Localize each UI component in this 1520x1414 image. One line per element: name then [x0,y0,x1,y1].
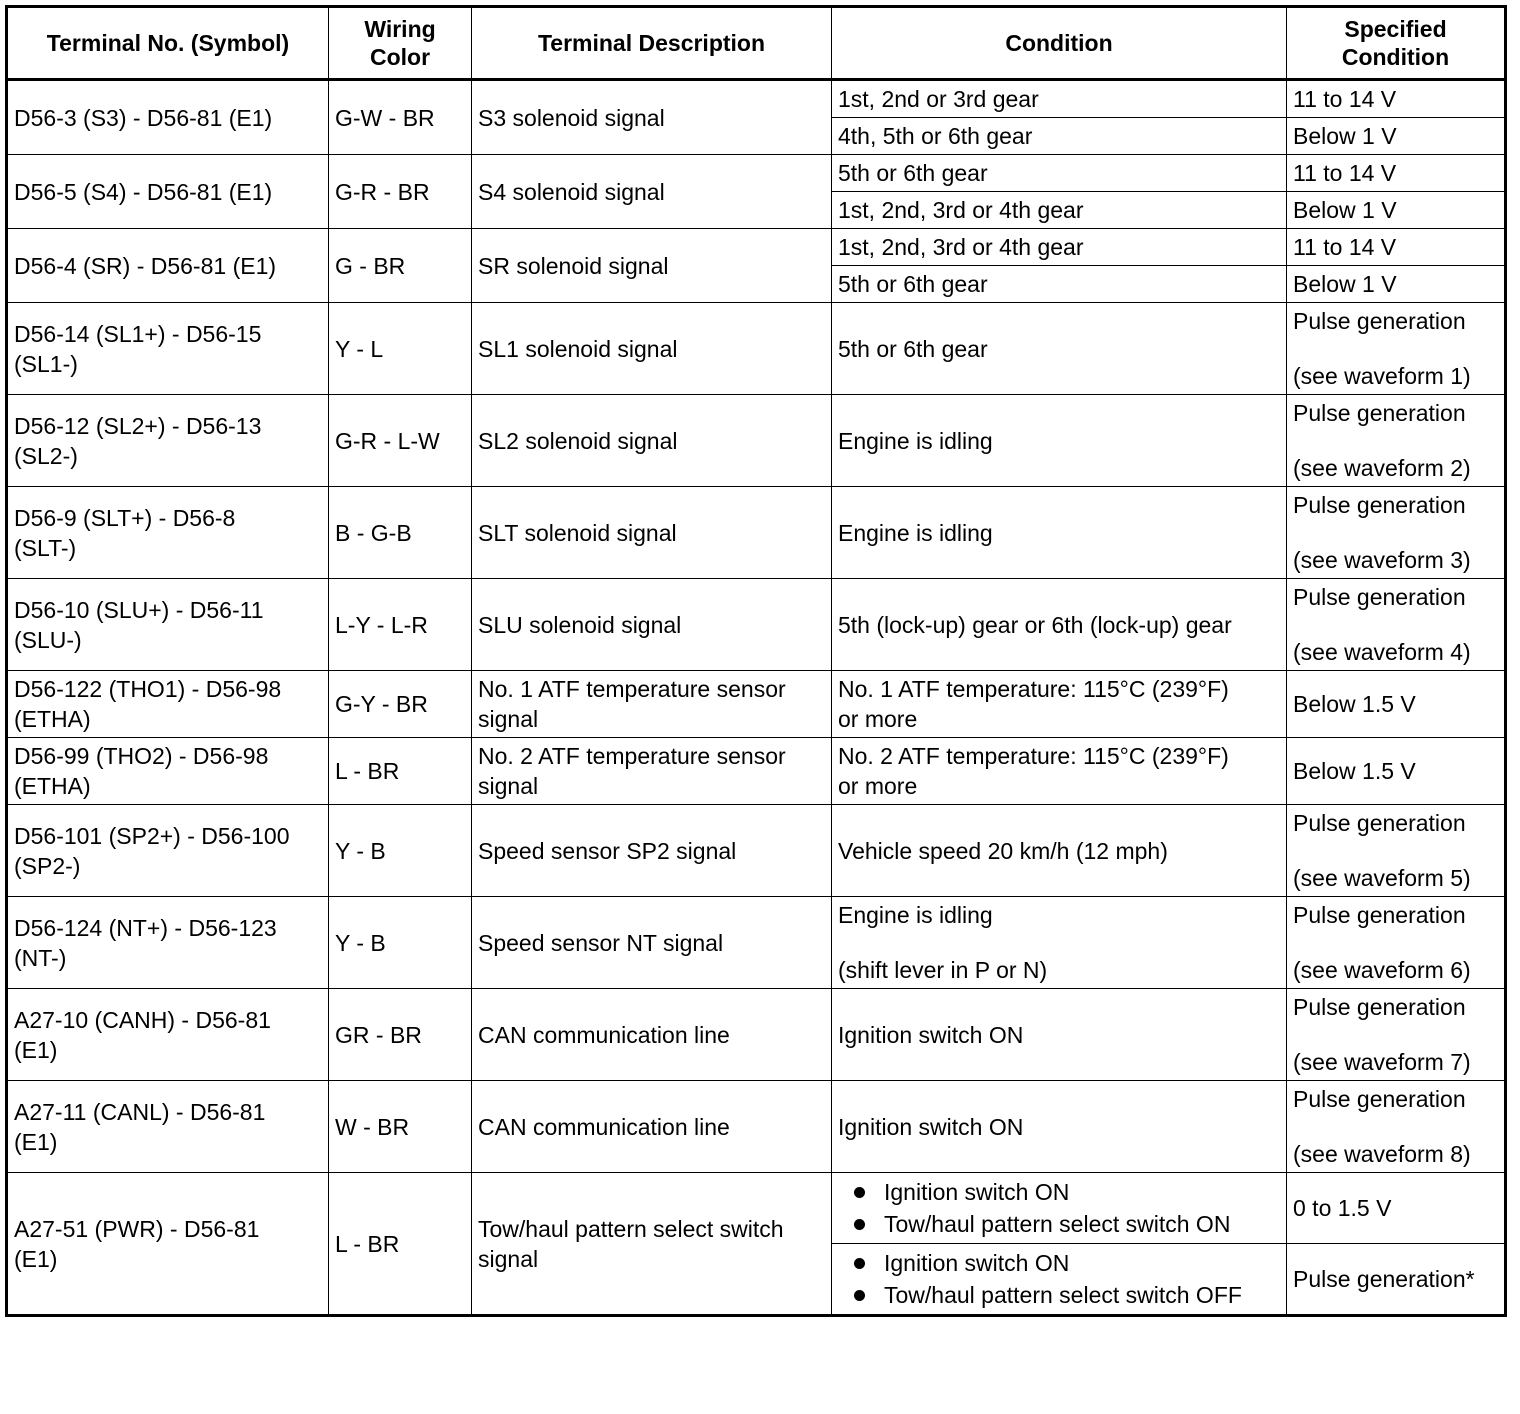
wiring-cell: G-R - L-W [329,395,472,487]
header-wiring-color: Wiring Color [329,7,472,80]
spec-cell: Pulse generation (see waveform 2) [1287,395,1506,487]
wiring-cell: L - BR [329,1173,472,1316]
spec-cell: 11 to 14 V [1287,229,1506,266]
table-row [7,989,1506,1081]
description-cell: SL1 solenoid signal [472,303,832,395]
terminal-cell: D56-9 (SLT+) - D56-8 (SLT-) [7,487,329,579]
description-cell: CAN communication line [472,989,832,1081]
terminal-cell: D56-10 (SLU+) - D56-11 (SLU-) [7,579,329,671]
spec-cell: Pulse generation (see waveform 5) [1287,805,1506,897]
terminal-cell: D56-99 (THO2) - D56-98 (ETHA) [7,738,329,805]
header-terminal-description: Terminal Description [472,7,832,80]
condition-cell [832,1244,1287,1316]
terminal-cell: A27-51 (PWR) - D56-81 (E1) [7,1173,329,1316]
description-cell: Speed sensor NT signal [472,897,832,989]
spec-cell: Below 1 V [1287,192,1506,229]
wiring-cell: GR - BR [329,989,472,1081]
condition-cell: 5th or 6th gear [832,266,1287,303]
header-row [7,7,1506,80]
list-item: Ignition switch ON [838,1247,1280,1279]
description-cell: No. 2 ATF temperature sensor signal [472,738,832,805]
spec-cell: 11 to 14 V [1287,155,1506,192]
spec-cell: Below 1.5 V [1287,738,1506,805]
condition-cell: 1st, 2nd or 3rd gear [832,80,1287,118]
spec-cell: Pulse generation (see waveform 6) [1287,897,1506,989]
description-cell: Tow/haul pattern select switch signal [472,1173,832,1316]
wiring-cell: L-Y - L-R [329,579,472,671]
spec-cell: Pulse generation (see waveform 3) [1287,487,1506,579]
terminal-inspection-table [5,5,1507,1317]
terminal-cell: D56-101 (SP2+) - D56-100 (SP2-) [7,805,329,897]
condition-cell: Engine is idling (shift lever in P or N) [832,897,1287,989]
spec-cell: 0 to 1.5 V [1287,1173,1506,1244]
condition-cell: 1st, 2nd, 3rd or 4th gear [832,192,1287,229]
condition-cell: No. 2 ATF temperature: 115°C (239°F) or more [832,738,1287,805]
terminal-cell: D56-4 (SR) - D56-81 (E1) [7,229,329,303]
bullet-icon [854,1258,865,1269]
condition-bullet-list [838,1176,1280,1240]
spec-cell: Pulse generation (see waveform 7) [1287,989,1506,1081]
bullet-icon [854,1219,865,1230]
terminal-cell: D56-5 (S4) - D56-81 (E1) [7,155,329,229]
table-row [7,80,1506,118]
description-cell: SR solenoid signal [472,229,832,303]
condition-cell: 5th (lock-up) gear or 6th (lock-up) gear [832,579,1287,671]
description-cell: No. 1 ATF temperature sensor signal [472,671,832,738]
table-row [7,155,1506,192]
wiring-cell: L - BR [329,738,472,805]
header-terminal: Terminal No. (Symbol) [7,7,329,80]
description-cell: Speed sensor SP2 signal [472,805,832,897]
terminal-cell: D56-122 (THO1) - D56-98 (ETHA) [7,671,329,738]
condition-cell [832,1173,1287,1244]
terminal-cell: D56-124 (NT+) - D56-123 (NT-) [7,897,329,989]
wiring-cell: Y - L [329,303,472,395]
description-cell: SLT solenoid signal [472,487,832,579]
condition-cell: Engine is idling [832,487,1287,579]
condition-cell: 5th or 6th gear [832,155,1287,192]
spec-cell: Pulse generation (see waveform 8) [1287,1081,1506,1173]
header-condition: Condition [832,7,1287,80]
terminal-table-container [5,5,1507,1317]
wiring-cell: B - G-B [329,487,472,579]
wiring-cell: Y - B [329,897,472,989]
description-cell: S4 solenoid signal [472,155,832,229]
wiring-cell: G-Y - BR [329,671,472,738]
terminal-cell: D56-12 (SL2+) - D56-13 (SL2-) [7,395,329,487]
wiring-cell: G-W - BR [329,80,472,155]
condition-cell: Ignition switch ON [832,989,1287,1081]
terminal-cell: D56-14 (SL1+) - D56-15 (SL1-) [7,303,329,395]
description-cell: CAN communication line [472,1081,832,1173]
wiring-cell: G - BR [329,229,472,303]
header-specified-condition: Specified Condition [1287,7,1506,80]
description-cell: S3 solenoid signal [472,80,832,155]
spec-cell: Below 1 V [1287,118,1506,155]
wiring-cell: W - BR [329,1081,472,1173]
condition-cell: Vehicle speed 20 km/h (12 mph) [832,805,1287,897]
condition-cell: Engine is idling [832,395,1287,487]
table-row [7,579,1506,671]
list-item: Ignition switch ON [838,1176,1280,1208]
bullet-icon [854,1290,865,1301]
spec-cell: Pulse generation* [1287,1244,1506,1316]
table-row [7,229,1506,266]
condition-cell: Ignition switch ON [832,1081,1287,1173]
condition-cell: 5th or 6th gear [832,303,1287,395]
spec-cell: Below 1 V [1287,266,1506,303]
table-row [7,303,1506,395]
condition-cell: 4th, 5th or 6th gear [832,118,1287,155]
terminal-cell: D56-3 (S3) - D56-81 (E1) [7,80,329,155]
list-item: Tow/haul pattern select switch OFF [838,1279,1280,1311]
spec-cell: Pulse generation (see waveform 4) [1287,579,1506,671]
description-cell: SLU solenoid signal [472,579,832,671]
description-cell: SL2 solenoid signal [472,395,832,487]
table-row [7,1173,1506,1244]
table-row [7,1081,1506,1173]
spec-cell: Below 1.5 V [1287,671,1506,738]
terminal-cell: A27-11 (CANL) - D56-81 (E1) [7,1081,329,1173]
spec-cell: 11 to 14 V [1287,80,1506,118]
condition-bullet-list [838,1247,1280,1311]
table-row [7,671,1506,738]
bullet-icon [854,1187,865,1198]
table-row [7,395,1506,487]
table-row [7,487,1506,579]
table-row [7,805,1506,897]
condition-cell: 1st, 2nd, 3rd or 4th gear [832,229,1287,266]
wiring-cell: Y - B [329,805,472,897]
table-row [7,738,1506,805]
condition-cell: No. 1 ATF temperature: 115°C (239°F) or more [832,671,1287,738]
terminal-cell: A27-10 (CANH) - D56-81 (E1) [7,989,329,1081]
list-item: Tow/haul pattern select switch ON [838,1208,1280,1240]
wiring-cell: G-R - BR [329,155,472,229]
spec-cell: Pulse generation (see waveform 1) [1287,303,1506,395]
table-row [7,897,1506,989]
